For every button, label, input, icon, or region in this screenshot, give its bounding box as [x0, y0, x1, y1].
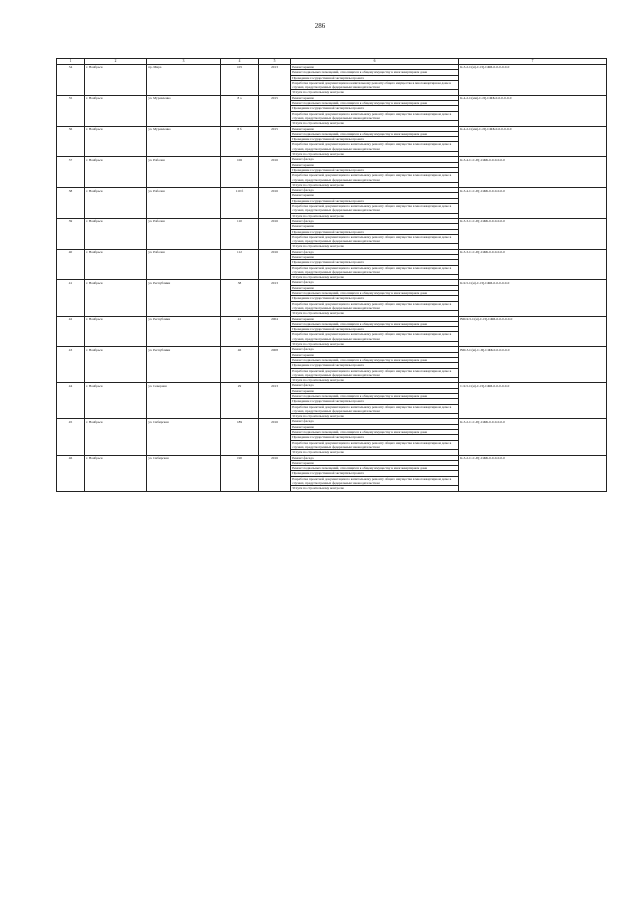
- house-cell: 41: [221, 316, 259, 347]
- row-number: 42: [57, 316, 85, 347]
- work-item: Ремонт крыши: [291, 96, 458, 101]
- house-cell: 38: [221, 280, 259, 316]
- work-item: Разработка проектной документации по капитальному ремонту общего имущества в многоквартирном доме в случаях, предусмотренных федеральным законодательством: [291, 235, 458, 245]
- year-cell: 2016: [259, 218, 291, 249]
- work-item: Разработка проектной документации по капитальному ремонту общего имущества в многоквартирном доме в случаях, предусмотренных федеральным законодательством: [291, 369, 458, 379]
- work-item: Ремонт подвальных помещений, относящихся к общему имуществу в многоквартирном доме: [291, 322, 458, 327]
- street-cell: ул. Республики: [147, 316, 221, 347]
- works-cell: [291, 316, 459, 347]
- col-number-6: 6: [291, 59, 459, 65]
- work-item: Проведение государственной экспертизы проекта: [291, 435, 458, 440]
- year-cell: 2016: [259, 157, 291, 188]
- work-item: Ремонт подвальных помещений, относящихся к общему имуществу в многоквартирном доме: [291, 101, 458, 106]
- table-row: [57, 455, 607, 491]
- work-item: Разработка проектной документации по капитальному ремонту общего имущества в многоквартирном доме в случаях, предусмотренных федеральным законодательством: [291, 405, 458, 415]
- work-item: Ремонт подвальных помещений, относящихся к общему имуществу в многоквартирном доме: [291, 394, 458, 399]
- row-number: 37: [57, 157, 85, 188]
- row-number: 39: [57, 218, 85, 249]
- col-number-4: 4: [221, 59, 259, 65]
- work-item: Разработка проектной документации по капитальному ремонту общего имущества в многоквартирном доме в случаях, предусмотренных федеральным законодательством: [291, 441, 458, 451]
- house-cell: 112: [221, 249, 259, 280]
- works-cell: [291, 188, 459, 219]
- work-item: Ремонт фасада: [291, 419, 458, 424]
- col-number-2: 2: [85, 59, 147, 65]
- row-number: 46: [57, 455, 85, 491]
- work-item: Услуги по строительному контролю: [292, 311, 345, 316]
- house-cell: 110: [221, 218, 259, 249]
- work-item: Ремонт крыши: [291, 286, 458, 291]
- house-cell: 29: [221, 383, 259, 419]
- work-item: Проведение государственной экспертизы проекта: [291, 296, 458, 301]
- table-row: [57, 95, 607, 126]
- house-cell: 46: [221, 347, 259, 383]
- work-item: Проведение государственной экспертизы проекта: [291, 471, 458, 476]
- year-cell: 2013: [259, 280, 291, 316]
- building-code-cell: К-4-2-С(мм)-С-П[-СЖБ-0-0-0-0-0-0: [459, 95, 607, 126]
- row-number: 40: [57, 249, 85, 280]
- works-cell: [291, 95, 459, 126]
- street-cell: ул. Северная: [147, 383, 221, 419]
- work-item: Разработка проектной документации по капитальному ремонту общего имущества в многоквартирном доме в случаях, предусмотренных федеральным законодательством: [291, 204, 458, 214]
- house-cell: 106: [221, 157, 259, 188]
- work-item: Ремонт фасада: [291, 456, 458, 461]
- col-number-3: 3: [147, 59, 221, 65]
- work-item: Проведение государственной экспертизы проекта: [291, 199, 458, 204]
- street-cell: ул. Рабочая: [147, 218, 221, 249]
- work-item: Ремонт подвальных помещений, относящихся к общему имуществу в многоквартирном доме: [291, 291, 458, 296]
- building-code-cell: К-3-3-С-С-П[-СЖБ-0-0-0-0-0-0: [459, 218, 607, 249]
- table-row: [57, 188, 607, 219]
- table-row: [57, 218, 607, 249]
- row-number: 35: [57, 95, 85, 126]
- work-item: Проведение государственной экспертизы проекта: [291, 363, 458, 368]
- year-cell: 2015: [259, 95, 291, 126]
- row-number: 38: [57, 188, 85, 219]
- street-cell: ул. Республики: [147, 347, 221, 383]
- row-number: 36: [57, 126, 85, 157]
- work-item: Ремонт крыши: [291, 353, 458, 358]
- street-cell: ул. Муравленко: [147, 95, 221, 126]
- house-cell: 189: [221, 419, 259, 455]
- work-item: Ремонт фасада: [291, 250, 458, 255]
- work-item: Ремонт крыши: [291, 317, 458, 322]
- work-item: Ремонт крыши: [291, 65, 458, 70]
- city-cell: г. Ноябрьск: [85, 126, 147, 157]
- work-item: Ремонт фасада: [291, 157, 458, 162]
- city-cell: г. Ноябрьск: [85, 65, 147, 96]
- street-cell: ул. Рабочая: [147, 249, 221, 280]
- house-cell: 110 б: [221, 188, 259, 219]
- year-cell: 2015: [259, 126, 291, 157]
- city-cell: г. Ноябрьск: [85, 316, 147, 347]
- work-item: Услуги по строительному контролю: [292, 342, 345, 347]
- col-number-7: 7: [459, 59, 607, 65]
- year-cell: 2013: [259, 65, 291, 96]
- year-cell: 2004: [259, 316, 291, 347]
- city-cell: г. Ноябрьск: [85, 157, 147, 188]
- work-item: Проведение государственной экспертизы проекта: [291, 260, 458, 265]
- house-cell: 190: [221, 455, 259, 491]
- street-cell: ул. Республики: [147, 280, 221, 316]
- works-cell: [291, 347, 459, 383]
- work-item: Услуги по строительному контролю: [292, 378, 345, 383]
- house-cell: 8 а: [221, 95, 259, 126]
- work-item: Ремонт крыши: [291, 224, 458, 229]
- work-item: Услуги по строительному контролю: [292, 121, 345, 126]
- work-item: Проведение государственной экспертизы проекта: [291, 230, 458, 235]
- building-code-cell: К-3-2-С-С-П[-СЖБ-0-0-0-0-0-0: [459, 455, 607, 491]
- work-item: Ремонт подвальных помещений, относящихся к общему имуществу в многоквартирном доме: [291, 430, 458, 435]
- year-cell: 2016: [259, 188, 291, 219]
- work-item: Ремонт фасада: [291, 383, 458, 388]
- table-row: [57, 157, 607, 188]
- works-cell: [291, 280, 459, 316]
- work-item: Ремонт фасада: [291, 347, 458, 352]
- repair-register-table: [56, 58, 607, 492]
- page-number: 286: [314, 22, 326, 30]
- building-code-cell: ВМ-3-С(м)-С-П[-СЖБ-0-0-0-0-0-0: [459, 347, 607, 383]
- work-item: Проведение государственной экспертизы проекта: [291, 106, 458, 111]
- work-item: Услуги по строительному контролю: [292, 182, 345, 187]
- table-row: [57, 65, 607, 96]
- work-item: Разработка проектной документации по капитальному ремонту общего имущества в многоквартирном доме в случаях, предусмотренных федеральным законодательством: [291, 477, 458, 487]
- building-code-cell: К-3-4-С-С-П[-СЖБ-0-0-0-0-0-0: [459, 157, 607, 188]
- table-row: [57, 419, 607, 455]
- works-cell: [291, 249, 459, 280]
- street-cell: ул. Рабочая: [147, 157, 221, 188]
- house-cell: 105: [221, 65, 259, 96]
- work-item: Разработка проектной документации по капитальному ремонту общего имущества в многоквартирном доме в случаях, предусмотренных федеральным законодательством: [291, 112, 458, 122]
- work-item: Разработка проектной документации по капитальному ремонту общего имущества в многоквартирном доме в случаях, предусмотренных федеральным законодательством: [291, 173, 458, 183]
- row-number: 41: [57, 280, 85, 316]
- work-item: Ремонт подвальных помещений, относящихся к общему имуществу в многоквартирном доме: [291, 70, 458, 75]
- city-cell: г. Ноябрьск: [85, 218, 147, 249]
- work-item: Ремонт фасада: [291, 188, 458, 193]
- works-cell: [291, 455, 459, 491]
- work-item: Ремонт подвальных помещений, относящихся к общему имуществу в многоквартирном доме: [291, 132, 458, 137]
- work-item: Ремонт крыши: [291, 389, 458, 394]
- street-cell: пр. Мира: [147, 65, 221, 96]
- table-row: [57, 316, 607, 347]
- row-number: 43: [57, 347, 85, 383]
- street-cell: ул. Муравленко: [147, 126, 221, 157]
- table-row: [57, 249, 607, 280]
- work-item: Проведение государственной экспертизы проекта: [291, 76, 458, 81]
- work-item: Разработка проектной документации по капитальному ремонту общего имущества в многоквартирном доме в случаях, предусмотренных федеральным законодательством: [291, 302, 458, 312]
- work-item: Разработка проектной документации по капитальному ремонту общего имущества в многоквартирном доме в случаях, предусмотренных федеральным законодательством: [291, 142, 458, 152]
- work-item: Услуги по строительному контролю: [292, 486, 345, 491]
- street-cell: ул. Рабочая: [147, 188, 221, 219]
- building-code-cell: К-3-4-С-С-П[-СЖБ-0-0-0-0-0-0: [459, 188, 607, 219]
- work-item: Проведение государственной экспертизы проекта: [291, 399, 458, 404]
- work-item: Ремонт крыши: [291, 193, 458, 198]
- year-cell: 2008: [259, 347, 291, 383]
- building-code-cell: ВМ-9-5-С(м)-С-П[-СЖБ-0-0-0-0-0-0: [459, 316, 607, 347]
- city-cell: г. Ноябрьск: [85, 347, 147, 383]
- city-cell: г. Ноябрьск: [85, 419, 147, 455]
- work-item: Ремонт крыши: [291, 425, 458, 430]
- col-number-5: 5: [259, 59, 291, 65]
- year-cell: 2016: [259, 419, 291, 455]
- building-code-cell: К-3-3-С-С-П[-СЖБ-0-0-0-0-0-0: [459, 249, 607, 280]
- building-code-cell: К-3-2-С(м)-С-П[-СЖБ-0-0-0-0-0-0: [459, 65, 607, 96]
- house-cell: 8 б: [221, 126, 259, 157]
- building-code-cell: С-9-5-С(м)-С-П[-СЖБ-0-0-0-0-0-0: [459, 383, 607, 419]
- city-cell: г. Ноябрьск: [85, 383, 147, 419]
- work-item: Ремонт фасада: [291, 219, 458, 224]
- works-cell: [291, 419, 459, 455]
- work-item: Услуги по строительному контролю: [292, 244, 345, 249]
- table-row: [57, 280, 607, 316]
- works-cell: [291, 383, 459, 419]
- table-row: [57, 347, 607, 383]
- table-row: [57, 126, 607, 157]
- work-item: Услуги по строительному контролю: [292, 275, 345, 280]
- works-cell: [291, 157, 459, 188]
- city-cell: г. Ноябрьск: [85, 280, 147, 316]
- year-cell: 2016: [259, 249, 291, 280]
- work-item: Услуги по строительному контролю: [292, 213, 345, 218]
- city-cell: г. Ноябрьск: [85, 455, 147, 491]
- work-item: Ремонт крыши: [291, 127, 458, 132]
- year-cell: 2016: [259, 455, 291, 491]
- year-cell: 2013: [259, 383, 291, 419]
- works-cell: [291, 65, 459, 96]
- work-item: Разработка проектной документации по капитальному ремонту общего имущества в многоквартирном доме в случаях, предусмотренных федеральным законодательством: [291, 332, 458, 342]
- row-number: 44: [57, 383, 85, 419]
- work-item: Услуги по строительному контролю: [292, 450, 345, 455]
- work-item: Проведение государственной экспертизы проекта: [291, 168, 458, 173]
- work-item: Ремонт подвальных помещений, относящихся к общему имуществу в многоквартирном доме: [291, 466, 458, 471]
- building-code-cell: К-4-2-С(мм)-С-П[-СЖБ-0-0-0-0-0-0: [459, 126, 607, 157]
- works-cell: [291, 218, 459, 249]
- work-item: Услуги по строительному контролю: [292, 152, 345, 157]
- work-item: Ремонт крыши: [291, 163, 458, 168]
- table-row: [57, 383, 607, 419]
- work-item: Услуги по строительному контролю: [292, 90, 345, 95]
- work-item: Проведение государственной экспертизы проекта: [291, 137, 458, 142]
- col-number-1: 1: [57, 59, 85, 65]
- row-number: 45: [57, 419, 85, 455]
- street-cell: ул. Сибирская: [147, 419, 221, 455]
- work-item: Ремонт крыши: [291, 461, 458, 466]
- building-code-cell: К-9-5-С(м)-С-П[-СЖБ-0-0-0-0-0-0: [459, 280, 607, 316]
- work-item: Ремонт крыши: [291, 255, 458, 260]
- work-item: Услуги по строительному контролю: [292, 414, 345, 419]
- street-cell: ул. Сибирская: [147, 455, 221, 491]
- table-body: [57, 59, 607, 492]
- works-cell: [291, 126, 459, 157]
- city-cell: г. Ноябрьск: [85, 95, 147, 126]
- work-item: Проведение государственной экспертизы проекта: [291, 327, 458, 332]
- work-item: Разработка проектной документации по капитальному ремонту общего имущества в многоквартирном доме в случаях, предусмотренных федеральным законодательством: [291, 266, 458, 276]
- building-code-cell: К-3-2-С-С-П[-СЖБ-0-0-0-0-0-0: [459, 419, 607, 455]
- work-item: Ремонт фасада: [291, 280, 458, 285]
- work-item: Ремонт подвальных помещений, относящихся к общему имуществу в многоквартирном доме: [291, 358, 458, 363]
- row-number: 34: [57, 65, 85, 96]
- city-cell: г. Ноябрьск: [85, 249, 147, 280]
- work-item: Разработка проектной документации на капитальному ремонту общего имущества в многоквартирном доме в случаях, предусмотренных федеральным законодательством: [291, 81, 458, 91]
- city-cell: г. Ноябрьск: [85, 188, 147, 219]
